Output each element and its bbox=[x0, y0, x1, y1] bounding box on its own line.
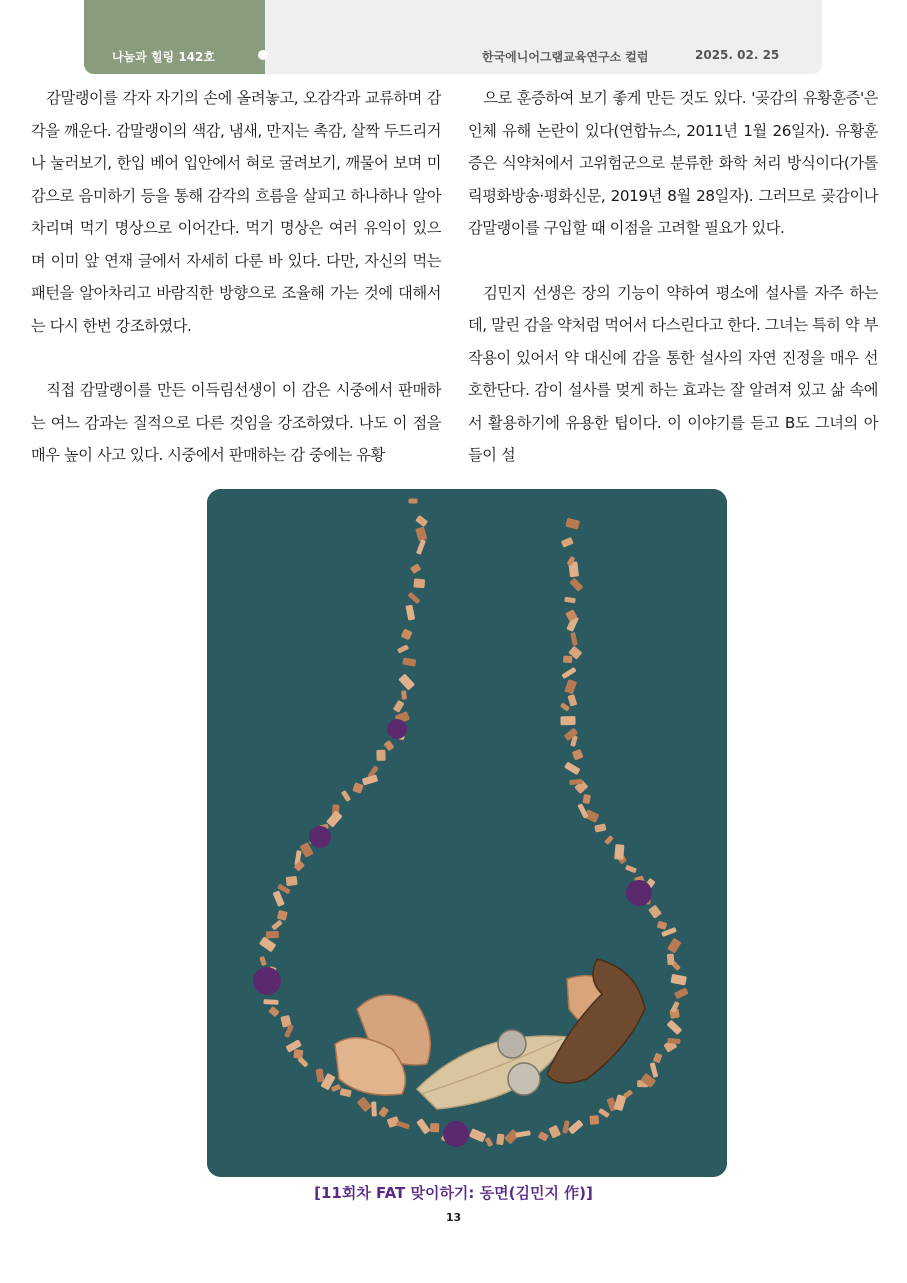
persimmon-chip bbox=[266, 931, 279, 938]
issue-date: 2025. 02. 25 bbox=[695, 48, 780, 62]
issue-label: 나눔과 힐링 142호 bbox=[112, 50, 215, 64]
persimmon-chip bbox=[401, 690, 407, 699]
persimmon-chip bbox=[563, 656, 572, 664]
persimmon-chip bbox=[409, 499, 418, 504]
persimmon-chip bbox=[590, 1115, 600, 1125]
paragraph: 김민지 선생은 장의 기능이 약하여 평소에 설사를 자주 하는데, 말린 감을 약처럼 먹어서 다스린다고 한다. 그녀는 특히 약 부작용이 있어서 약 대신에 감을 통한 설사의 자연 진정을 매우 선호한단다. 감이 설사를 멎게 하는 효과는 잘 알려져 있고 삶 속에서 활용하기에 유용한 팁이다. 이 이야기를 듣고 B도 그녀의 아들이 설 bbox=[468, 283, 878, 464]
paragraph: 으로 훈증하여 보기 좋게 만든 것도 있다. '곶감의 유황훈증'은 인체 유해 논란이 있다(연합뉴스, 2011년 1월 26일자). 유황훈증은 식약처에서 고위험군으로 분류한 화학 처리 방식이다(가톨릭평화방송·평화신문, 2019년 8월 28일자). 그러므로 곶감이나 감말랭이를 구입할 때 이점을 고려할 필요가 있다. bbox=[468, 89, 878, 237]
persimmon-chip bbox=[667, 954, 675, 966]
column-label: 한국에니어그램교육연구소 컬럼 bbox=[482, 50, 649, 64]
figure-caption: [11회차 FAT 맞이하기: 동면(김민지 作)] bbox=[314, 1184, 593, 1202]
paragraph: 감말랭이를 각자 자기의 손에 올려놓고, 오감각과 교류하며 감각을 깨운다. 감말랭이의 색감, 냄새, 만지는 촉감, 살짝 두드리거나 눌러보기, 한입 베어 입안에서 혀로 굴려보기, 깨물어 보며 미감으로 음미하기 등을 통해 감각의 흐름을 살피고 하나하나 알아차리며 먹기 명상으로 이어간다. 먹기 명상은 여러 유익이 있으며 이미 앞 연재 글에서 자세히 다룬 바 있다. 다만, 자신의 먹는 패턴을 알아차리고 바람직한 방향으로 조율해 가는 것에 대해서는 다시 한번 강조하였다. bbox=[31, 89, 441, 335]
persimmon-chip bbox=[371, 1101, 377, 1116]
page-header bbox=[84, 0, 822, 74]
left-column bbox=[31, 82, 441, 472]
persimmon-chip bbox=[560, 716, 575, 725]
persimmon-chip bbox=[430, 1123, 439, 1132]
page-number: 13 bbox=[445, 1211, 462, 1224]
persimmon-chip bbox=[496, 1133, 504, 1145]
right-column bbox=[468, 82, 878, 472]
persimmon-chip bbox=[376, 750, 385, 761]
paragraph: 직접 감말랭이를 만든 이득림선생이 이 감은 시중에서 판매하는 여느 감과는 질적으로 다른 것임을 강조하였다. 나도 이 점을 매우 높이 사고 있다. 시중에서 판매하는 감 중에는 유황 bbox=[31, 381, 441, 464]
persimmon-chip bbox=[263, 999, 278, 1005]
header-dot bbox=[258, 50, 268, 60]
persimmon-chip bbox=[286, 876, 298, 886]
artwork-photo bbox=[207, 489, 727, 1177]
artwork-illustration bbox=[207, 489, 727, 1177]
persimmon-chip bbox=[614, 844, 624, 860]
persimmon-chip bbox=[413, 578, 425, 588]
